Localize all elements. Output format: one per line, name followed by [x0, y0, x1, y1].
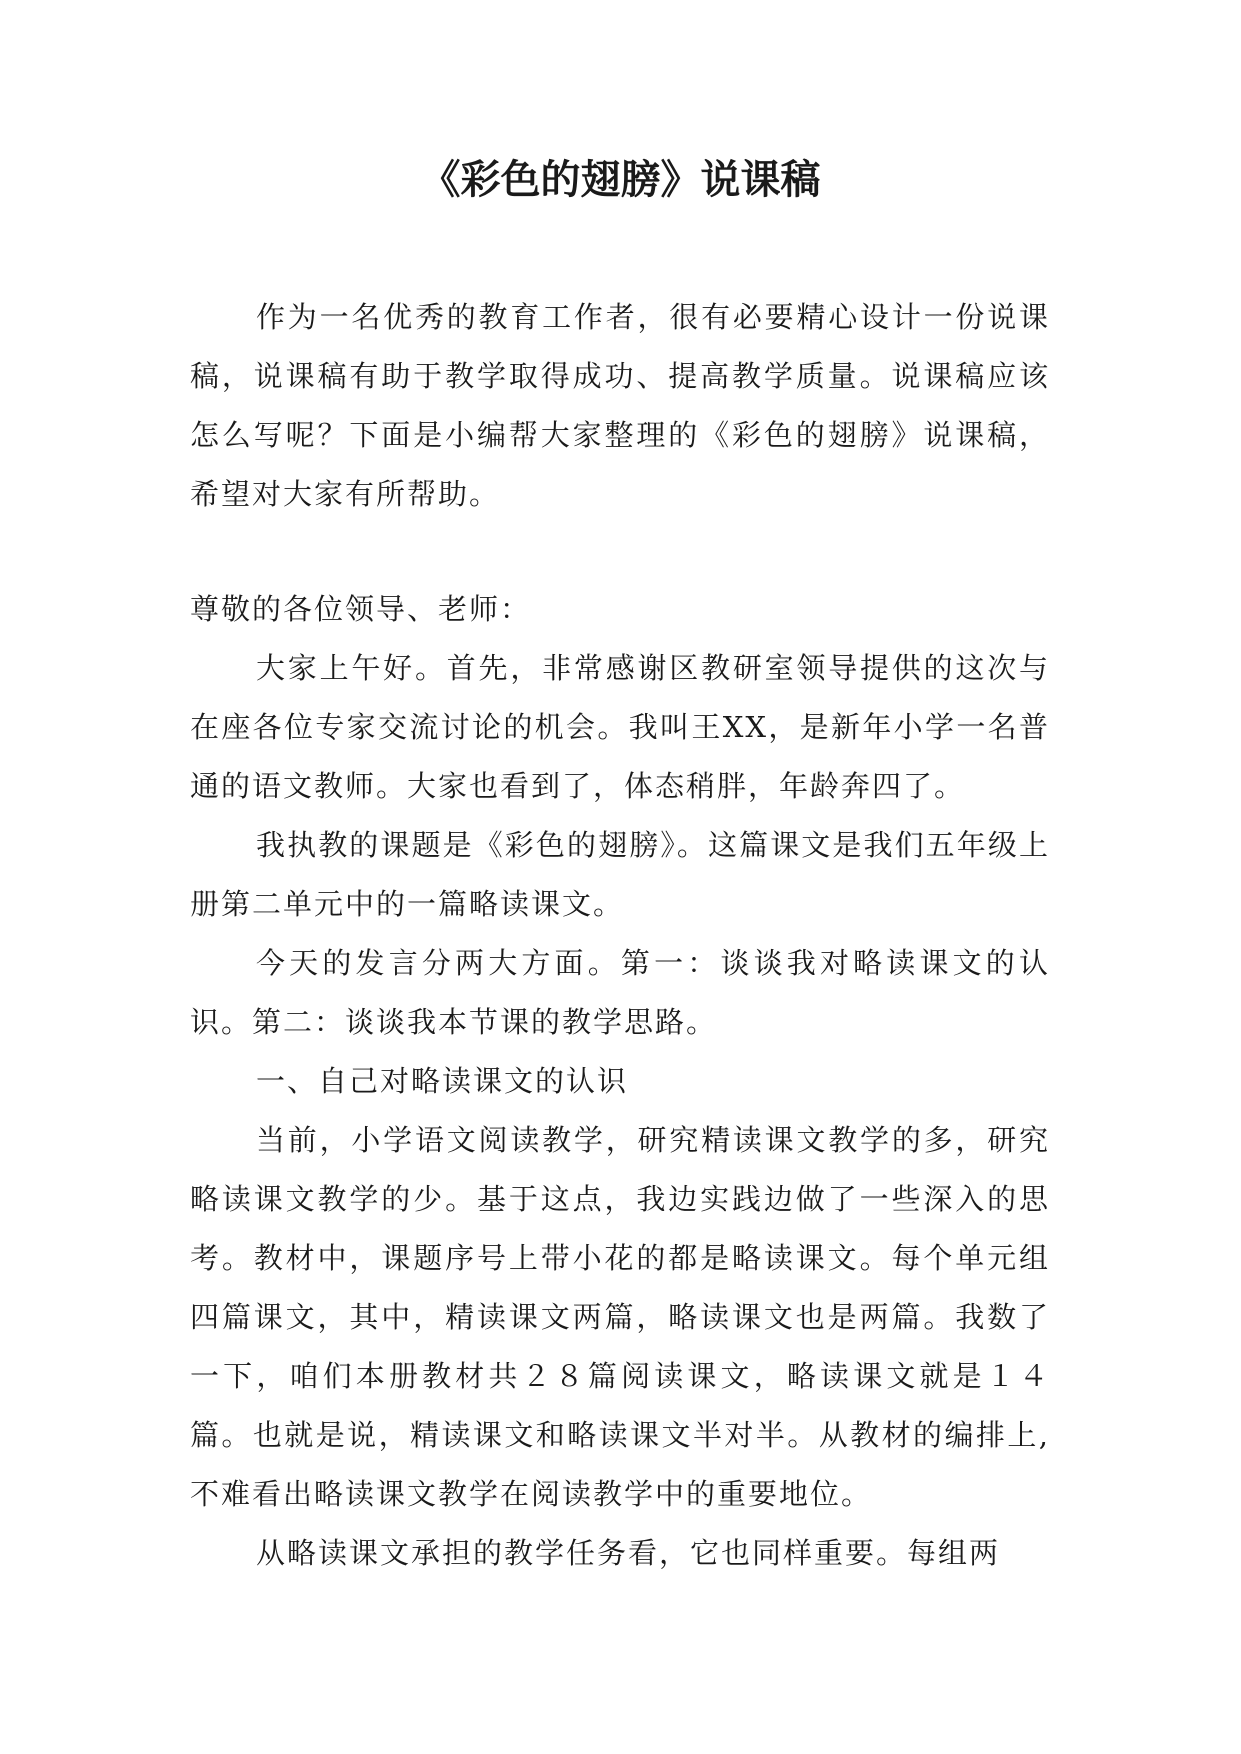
document-body [190, 288, 1050, 1583]
document-title: 《彩色的翅膀》说课稿 [420, 157, 821, 203]
topic-paragraph: 我执教的课题是《彩色的翅膀》。这篇课文是我们五年级上册第二单元中的一篇略读课文。 [190, 828, 1050, 921]
greeting-paragraph: 大家上午好。首先，非常感谢区教研室领导提供的这次与在座各位专家交流讨论的机会。我叫王XX，是新年小学一名普通的语文教师。大家也看到了，体态稍胖，年龄奔四了。 [190, 651, 1050, 803]
continuation-paragraph: 从略读课文承担的教学任务看，它也同样重要。每组两 [256, 1536, 1001, 1570]
paragraph-spacer [190, 524, 1050, 580]
section-heading: 一、自己对略读课文的认识 [256, 1064, 629, 1098]
outline-paragraph: 今天的发言分两大方面。第一：谈谈我对略读课文的认识。第二：谈谈我本节课的教学思路。 [190, 946, 1050, 1039]
salutation: 尊敬的各位领导、老师： [190, 592, 532, 626]
intro-paragraph: 作为一名优秀的教育工作者，很有必要精心设计一份说课稿，说课稿有助于教学取得成功、提高教学质量。说课稿应该怎么写呢？下面是小编帮大家整理的《彩色的翅膀》说课稿，希望对大家有所帮助。 [190, 300, 1050, 511]
analysis-paragraph: 当前，小学语文阅读教学，研究精读课文教学的多，研究略读课文教学的少。基于这点，我边实践边做了一些深入的思考。教材中，课题序号上带小花的都是略读课文。每个单元组四篇课文，其中，精读课文两篇，略读课文也是两篇。我数了一下，咱们本册教材共２８篇阅读课文，略读课文就是１４篇。也就是说，精读课文和略读课文半对半。从教材的编排上,不难看出略读课文教学在阅读教学中的重要地位。 [190, 1123, 1050, 1511]
